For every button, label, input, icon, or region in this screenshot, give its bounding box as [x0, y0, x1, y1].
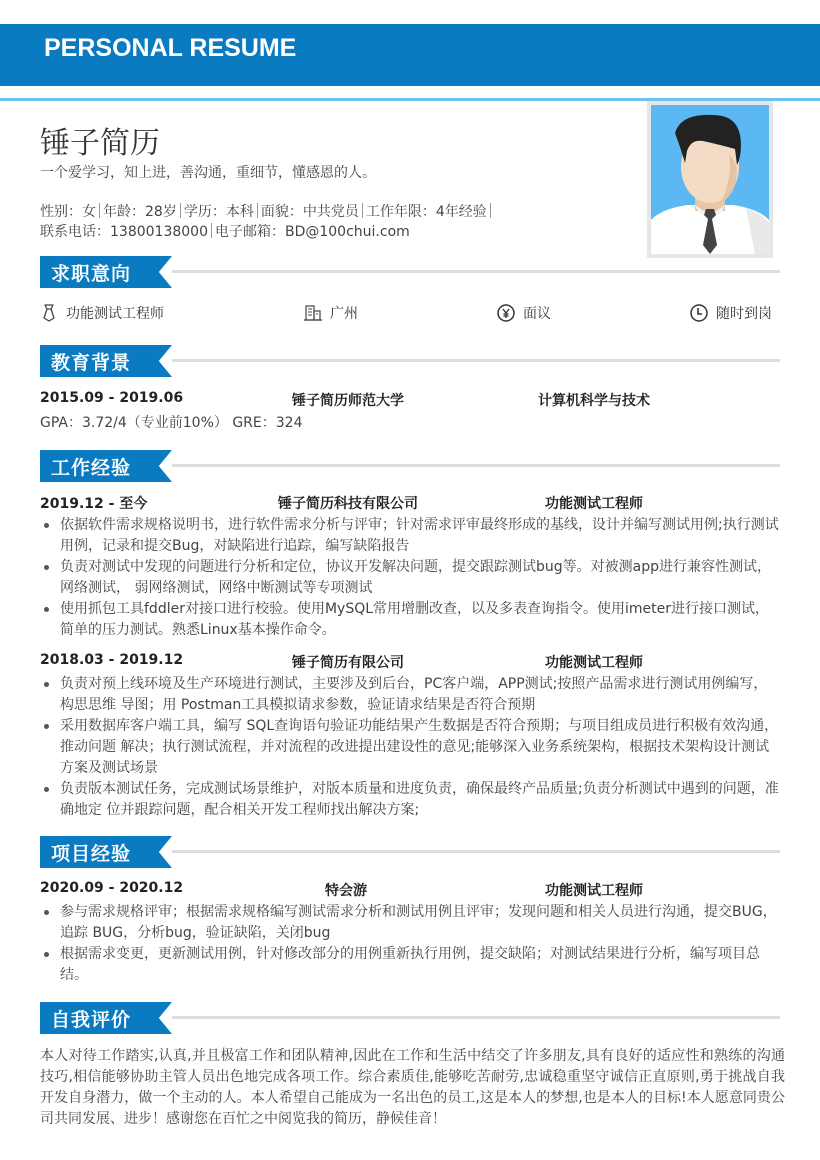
project-name: 特会游: [325, 883, 367, 899]
clock-icon: [690, 304, 708, 322]
tagline: 一个爱学习，知上进，善沟通，重细节，懂感恩的人。: [40, 165, 376, 181]
section-divider: [172, 359, 780, 362]
education-major: 计算机科学与技术: [538, 393, 650, 409]
section-title: 教育背景: [51, 352, 132, 374]
list-item: 采用数据库客户端工具，编写 SQL查询语句验证功能结果产生数据是否符合预期；与项目组成员进行积极有效沟通，推动问题 解决；执行测试流程，并对流程的改进提出建设性的意见;能够深入业务系统架构，根据技术架构设计测试方案及测试场景: [40, 716, 780, 779]
project-period: 2020.09 - 2020.12: [40, 880, 184, 896]
project-bullets: [40, 902, 780, 986]
separator: [257, 203, 258, 218]
intent-city: [304, 303, 358, 323]
section-title: 工作经验: [51, 457, 132, 479]
info-email: 电子邮箱：BD@100chui.com: [214, 224, 410, 240]
section-title: 自我评价: [51, 1009, 132, 1031]
separator: [211, 223, 212, 238]
list-item: 负责对预上线环境及生产环境进行测试，主要涉及到后台，PC客户端，APP测试;按照产品需求进行测试用例编写，构思思维 导图；用 Postman工具模拟请求参数，验证请求结果是否符合预期: [40, 674, 780, 716]
list-item: 根据需求变更，更新测试用例，针对修改部分的用例重新执行用例，提交缺陷；对测试结果进行分析，编写项目总结。: [40, 944, 780, 986]
separator: [362, 203, 363, 218]
info-age: 年龄：28岁: [103, 204, 177, 220]
section-divider: [172, 270, 780, 273]
intent-salary: [497, 303, 551, 323]
section-divider: [172, 850, 780, 853]
work-period: 2019.12 - 至今: [40, 496, 148, 512]
work-period: 2018.03 - 2019.12: [40, 652, 184, 668]
header-band: [0, 24, 820, 86]
person-name: 锤子简历: [40, 126, 160, 161]
section-header-self-eval: [40, 1002, 780, 1034]
work-company: 锤子简历科技有限公司: [278, 496, 418, 512]
info-experience-years: 工作年限：4年经验: [365, 204, 487, 220]
yen-icon: [497, 304, 515, 322]
info-phone: 联系电话：13800138000: [40, 224, 208, 240]
work-bullets: [40, 515, 780, 641]
building-icon: [304, 304, 322, 322]
intent-availability-label: 随时到岗: [716, 306, 772, 322]
intent-availability: [690, 303, 772, 323]
intent-position: [40, 303, 164, 323]
profile-photo: [647, 101, 773, 258]
list-item: 依据软件需求规格说明书，进行软件需求分析与评审；针对需求评审最终形成的基线，设计并编写测试用例;执行测试用例，记录和提交Bug，对缺陷进行追踪，编写缺陷报告: [40, 515, 780, 557]
project-role: 功能测试工程师: [545, 883, 643, 899]
list-item: 负责版本测试任务，完成测试场景维护，对版本质量和进度负责，确保最终产品质量;负责分析测试中遇到的问题，准确地定 位并跟踪问题，配合相关开发工程师找出解决方案;: [40, 779, 780, 821]
work-entry-header: [40, 493, 780, 513]
work-company: 锤子简历有限公司: [292, 655, 404, 671]
intent-salary-label: 面议: [523, 306, 551, 322]
section-divider: [172, 1016, 780, 1019]
education-row: [40, 390, 780, 410]
list-item: 使用抓包工具fddler对接口进行校验。使用MySQL常用增删改查，以及多表查询指令。使用imeter进行接口测试，简单的压力测试。熟悉Linux基本操作命令。: [40, 599, 780, 641]
list-item: 参与需求规格评审；根据需求规格编写测试需求分析和测试用例且评审；发现问题和相关人员进行沟通，提交BUG，追踪 BUG，分析bug，验证缺陷，关闭bug: [40, 902, 780, 944]
section-divider: [172, 464, 780, 467]
separator: [180, 203, 181, 218]
education-period: 2015.09 - 2019.06: [40, 390, 184, 406]
intent-position-label: 功能测试工程师: [66, 306, 164, 322]
work-entry-header: [40, 652, 780, 672]
section-header-work: [40, 450, 780, 482]
intent-city-label: 广州: [330, 306, 358, 322]
separator: [99, 203, 100, 218]
project-row: [40, 880, 780, 900]
education-detail: GPA：3.72/4（专业前10%） GRE：324: [40, 415, 303, 431]
info-degree: 学历：本科: [183, 204, 254, 220]
info-political: 面貌：中共党员: [260, 204, 359, 220]
basic-info-line-2: [40, 221, 410, 241]
resume-title: PERSONAL RESUME: [44, 34, 297, 62]
section-header-intention: [40, 256, 780, 288]
work-role: 功能测试工程师: [545, 655, 643, 671]
self-evaluation-text: 本人对待工作踏实,认真,并且极富工作和团队精神,因此在工作和生活中结交了许多朋友,具有良好的适应性和熟练的沟通技巧,相信能够协助主管人员出色地完成各项工作。综合素质佳,能够吃苦耐劳,忠诚稳重坚守诚信正直原则,勇于挑战自我开发自身潜力，做一个主动的人。本人希望自己能成为一名出色的员工,这是本人的梦想,也是本人的目标!本人愿意同贵公司共同发展、进步！感谢您在百忙之中阅览我的简历，静候佳音！: [40, 1048, 785, 1127]
separator: [490, 203, 491, 218]
basic-info-line-1: [40, 201, 494, 221]
section-title: 求职意向: [51, 263, 132, 285]
work-role: 功能测试工程师: [545, 496, 643, 512]
header-divider-white: [0, 94, 820, 96]
work-bullets: [40, 674, 780, 821]
info-gender: 性别：女: [40, 204, 96, 220]
section-header-education: [40, 345, 780, 377]
section-title: 项目经验: [51, 843, 132, 865]
list-item: 负责对测试中发现的问题进行分析和定位，协议开发解决问题，提交跟踪测试bug等。对被测app进行兼容性测试，网络测试， 弱网络测试，网络中断测试等专项测试: [40, 557, 780, 599]
avatar-man-in-tie-icon: [651, 105, 769, 254]
section-header-project: [40, 836, 780, 868]
tie-icon: [40, 304, 58, 322]
education-school: 锤子简历师范大学: [292, 393, 404, 409]
